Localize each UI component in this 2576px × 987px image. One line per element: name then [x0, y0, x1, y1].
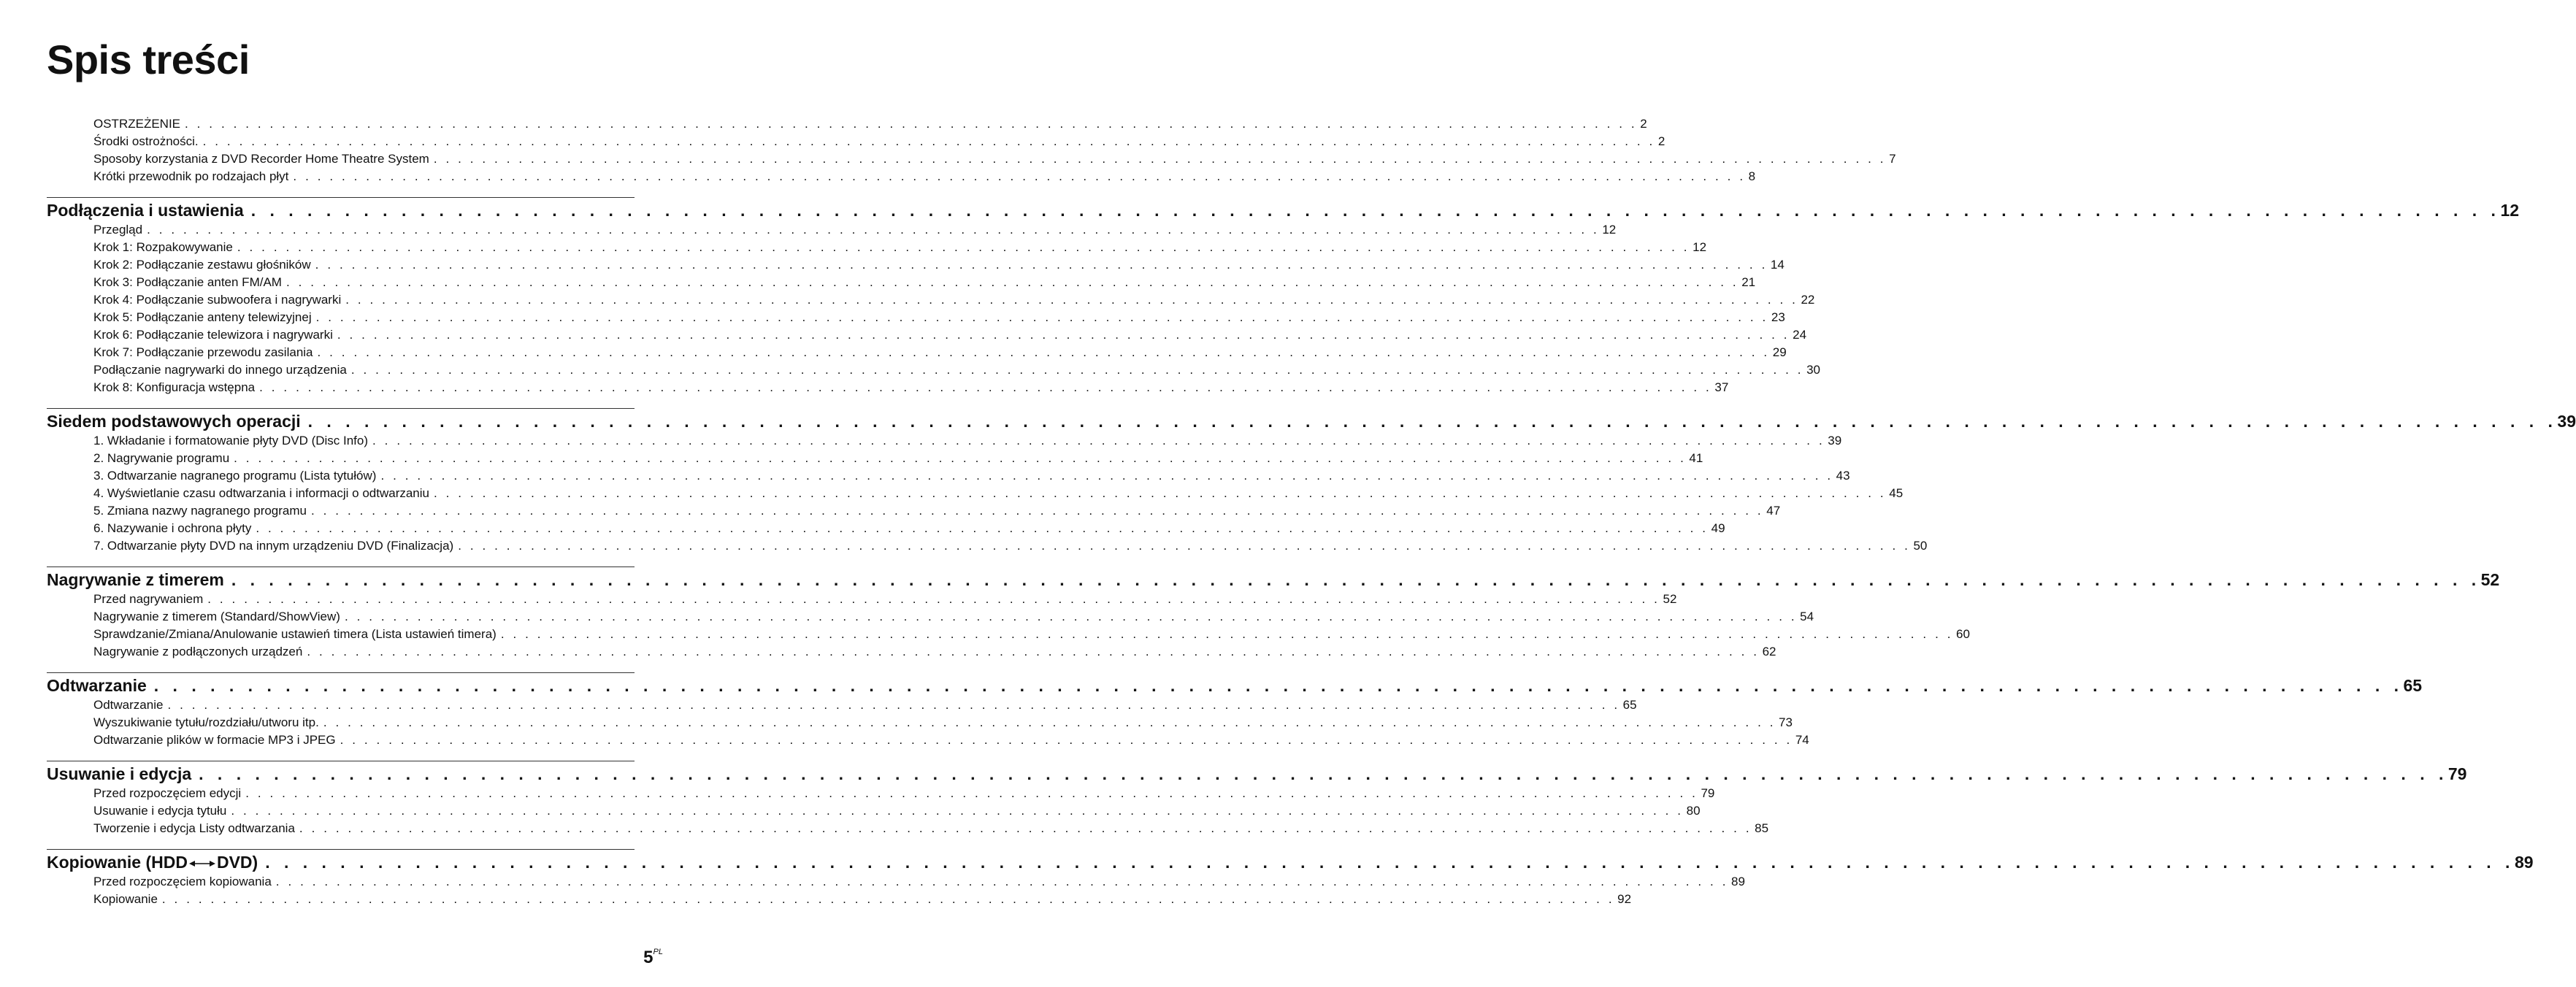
dot-leader: . . . . . . . . . . . . . . . . . . . . . . . . . . . . . . . . . . . . . . . . . . . . . . . . . . . . . . . . . . . . . . . . . . . . . . . . . . . . . . . . . . . . . . . . . . . . . . . . . . . . . . . . . . . . . . . . . . . . . . . . — [380, 469, 1833, 483]
toc-entry-label: 2. Nagrywanie programu — [93, 451, 230, 465]
toc-entry-page: 12 — [1693, 240, 1707, 254]
toc-entry-label: OSTRZEŻENIE — [93, 117, 181, 131]
toc-entry-label: Krok 5: Podłączanie anteny telewizyjnej — [93, 310, 312, 324]
dot-leader: . . . . . . . . . . . . . . . . . . . . . . . . . . . . . . . . . . . . . . . . . . . . . . . . . . . . . . . . . . . . . . . . . . . . . . . . . . . . . . . . . . . . . . . . . . . . . . . . . . . . . . . . . . . . . . . . . . . . . . . . — [259, 380, 1712, 394]
toc-entry-label: Krok 6: Podłączanie telewizora i nagrywarki — [93, 328, 333, 342]
toc-section — [47, 408, 2576, 555]
toc-entry[interactable] — [93, 873, 1745, 891]
toc-entry-label: Nagrywanie z podłączonych urządzeń — [93, 645, 303, 658]
toc-entry-page: 60 — [1956, 627, 1970, 641]
section-title-text: Nagrywanie z timerem — [47, 570, 224, 589]
toc-entry[interactable] — [93, 450, 1703, 467]
dot-leader: . . . . . . . . . . . . . . . . . . . . . . . . . . . . . . . . . . . . . . . . . . . . . . . . . . . . . . . . . . . . . . . . . . . . . . . . . . . . . . . . . . . . . . . . . . . . . . . . . . . . . . . . . . . . . . . . . . . . . . . . — [340, 733, 1793, 747]
section-title-text: Odtwarzanie — [47, 676, 147, 695]
toc-entry-page: 74 — [1795, 733, 1809, 747]
footer-page-number: 5 — [643, 948, 653, 967]
toc-entry[interactable] — [93, 591, 1677, 608]
toc-entry-label: Nagrywanie z timerem (Standard/ShowView) — [93, 610, 340, 623]
toc-entry-page: 8 — [1748, 169, 1756, 183]
section-title-text: Siedem podstawowych operacji — [47, 412, 301, 431]
toc-entry-page: 52 — [1663, 592, 1677, 606]
toc-section — [47, 849, 2534, 908]
section-page: 89 — [2514, 853, 2534, 872]
dot-leader: . . . . . . . . . . . . . . . . . . . . . . . . . . . . . . . . . . . . . . . . . . . . . . . . . . . . . . . . . . . . . . . . . . . . . . . . . . . . . . . . . . . . . . . . . . . . . . . . . . . . . . . . . . . . . . . . . . . . . . . . — [315, 258, 1768, 272]
toc-entry-label: 5. Zmiana nazwy nagranego programu — [93, 504, 307, 518]
toc-entry-label: Krok 3: Podłączanie anten FM/AM — [93, 275, 282, 289]
toc-entry-page: 62 — [1762, 645, 1776, 658]
dot-leader: . . . . . . . . . . . . . . . . . . . . . . . . . . . . . . . . . . . . . . . . . . . . . . . . . . . . . . . . . . . . . . . . . . . . . . . . . . . . . . . . . . . . . . . . . . . . . . . . . . . . . . . . . . . . . . . . . . . . . . . . — [153, 676, 2404, 695]
toc-entry-label: 4. Wyświetlanie czasu odtwarzania i informacji o odtwarzaniu — [93, 486, 429, 500]
toc-entry[interactable] — [93, 520, 1725, 537]
sections — [47, 197, 2576, 908]
toc-entry-label: 1. Wkładanie i formatowanie płyty DVD (Disc Info) — [93, 434, 369, 448]
toc-entry-page: 2 — [1640, 117, 1647, 131]
dot-leader: . . . . . . . . . . . . . . . . . . . . . . . . . . . . . . . . . . . . . . . . . . . . . . . . . . . . . . . . . . . . . . . . . . . . . . . . . . . . . . . . . . . . . . . . . . . . . . . . . . . . . . . . . . . . . . . . . . . . . . . . — [207, 592, 1660, 606]
toc-entry-page: 43 — [1836, 469, 1850, 483]
toc-entry[interactable] — [93, 256, 1785, 274]
dot-leader: . . . . . . . . . . . . . . . . . . . . . . . . . . . . . . . . . . . . . . . . . . . . . . . . . . . . . . . . . . . . . . . . . . . . . . . . . . . . . . . . . . . . . . . . . . . . . . . . . . . . . . . . . . . . . . . . . . . . . . . . — [307, 645, 1760, 658]
toc-entry[interactable] — [93, 432, 1842, 450]
toc-entry-page: 80 — [1686, 804, 1701, 818]
toc-entry-page: 73 — [1779, 715, 1793, 729]
intro-list — [47, 115, 1896, 185]
dot-leader: . . . . . . . . . . . . . . . . . . . . . . . . . . . . . . . . . . . . . . . . . . . . . . . . . . . . . . . . . . . . . . . . . . . . . . . . . . . . . . . . . . . . . . . . . . . . . . . . . . . . . . . . . . . . . . . . . . . . . . . . — [311, 504, 1764, 518]
toc-entry[interactable] — [93, 115, 1647, 133]
toc-entry[interactable] — [93, 696, 1637, 714]
dot-leader: . . . . . . . . . . . . . . . . . . . . . . . . . . . . . . . . . . . . . . . . . . . . . . . . . . . . . . . . . . . . . . . . . . . . . . . . . . . . . . . . . . . . . . . . . . . . . . . . . . . . . . . . . . . . . . . . . . . . . . . . — [293, 169, 1746, 183]
dot-leader: . . . . . . . . . . . . . . . . . . . . . . . . . . . . . . . . . . . . . . . . . . . . . . . . . . . . . . . . . . . . . . . . . . . . . . . . . . . . . . . . . . . . . . . . . . . . . . . . . . . . . . . . . . . . . . . . . . . . . . . . — [275, 875, 1729, 888]
toc-entry-label: Tworzenie i edycja Listy odtwarzania — [93, 821, 295, 835]
dot-leader: . . . . . . . . . . . . . . . . . . . . . . . . . . . . . . . . . . . . . . . . . . . . . . . . . . . . . . . . . . . . . . . . . . . . . . . . . . . . . . . . . . . . . . . . . . . . . . . . . . . . . . . . . . . . . . . . . . . . . . . . — [315, 310, 1768, 324]
section-heading[interactable] — [47, 199, 2520, 221]
toc-entry[interactable] — [93, 239, 1707, 256]
dot-leader: . . . . . . . . . . . . . . . . . . . . . . . . . . . . . . . . . . . . . . . . . . . . . . . . . . . . . . . . . . . . . . . . . . . . . . . . . . . . . . . . . . . . . . . . . . . . . . . . . . . . . . . . . . . . . . . . . . . . . . . . — [337, 328, 1790, 342]
toc-entry-page: 2 — [1657, 134, 1665, 148]
dot-leader: . . . . . . . . . . . . . . . . . . . . . . . . . . . . . . . . . . . . . . . . . . . . . . . . . . . . . . . . . . . . . . . . . . . . . . . . . . . . . . . . . . . . . . . . . . . . . . . . . . . . . . . . . . . . . . . . . . . . . . . . — [199, 764, 2448, 783]
section-heading[interactable] — [47, 569, 2500, 591]
dot-leader: . . . . . . . . . . . . . . . . . . . . . . . . . . . . . . . . . . . . . . . . . . . . . . . . . . . . . . . . . . . . . . . . . . . . . . . . . . . . . . . . . . . . . . . . . . . . . . . . . . . . . . . . . . . . . . . . . . . . . . . . — [231, 570, 2481, 589]
toc-entry[interactable] — [93, 326, 1807, 344]
toc-entry-label: Podłączanie nagrywarki do innego urządzenia — [93, 363, 347, 377]
toc-entry-page: 7 — [1889, 152, 1896, 166]
toc-entry-page: 14 — [1770, 258, 1785, 272]
table-of-contents — [47, 115, 2576, 908]
toc-entry-page: 50 — [1913, 539, 1928, 553]
toc-entry[interactable] — [93, 379, 1729, 396]
dot-leader: . . . . . . . . . . . . . . . . . . . . . . . . . . . . . . . . . . . . . . . . . . . . . . . . . . . . . . . . . . . . . . . . . . . . . . . . . . . . . . . . . . . . . . . . . . . . . . . . . . . . . . . . . . . . . . . . . . . . . . . . — [323, 715, 1776, 729]
toc-entry[interactable] — [93, 467, 1850, 485]
toc-entry-label: Odtwarzanie plików w formacie MP3 i JPEG — [93, 733, 336, 747]
section-page: 39 — [2557, 412, 2576, 431]
toc-entry[interactable] — [93, 785, 1715, 802]
dot-leader: . . . . . . . . . . . . . . . . . . . . . . . . . . . . . . . . . . . . . . . . . . . . . . . . . . . . . . . . . . . . . . . . . . . . . . . . . . . . . . . . . . . . . . . . . . . . . . . . . . . . . . . . . . . . . . . . . . . . . . . . — [307, 412, 2558, 431]
toc-entry-page: 29 — [1772, 345, 1787, 359]
section-title-text: Usuwanie i edycja — [47, 764, 192, 783]
toc-entry-label: Sposoby korzystania z DVD Recorder Home Theatre System — [93, 152, 429, 166]
toc-entry-label: Usuwanie i edycja tytułu — [93, 804, 227, 818]
page-title: Spis treści — [47, 37, 250, 82]
toc-entry-page: 39 — [1828, 434, 1842, 448]
toc-entry[interactable] — [93, 891, 1632, 908]
section-heading[interactable] — [47, 851, 2534, 873]
dot-leader: . . . . . . . . . . . . . . . . . . . . . . . . . . . . . . . . . . . . . . . . . . . . . . . . . . . . . . . . . . . . . . . . . . . . . . . . . . . . . . . . . . . . . . . . . . . . . . . . . . . . . . . . . . . . . . . . . . . . . . . . — [317, 345, 1770, 359]
toc-entry-label: Krok 8: Konfiguracja wstępna — [93, 380, 256, 394]
section-title — [47, 410, 308, 432]
section-title — [47, 569, 231, 591]
toc-entry-page: 49 — [1711, 521, 1725, 535]
toc-entry-label: Sprawdzanie/Zmiana/Anulowanie ustawień timera (Lista ustawień timera) — [93, 627, 497, 641]
toc-section — [47, 672, 2423, 749]
toc-entry-label: Krótki przewodnik po rodzajach płyt — [93, 169, 289, 183]
section-title — [47, 851, 265, 873]
dot-leader: . . . . . . . . . . . . . . . . . . . . . . . . . . . . . . . . . . . . . . . . . . . . . . . . . . . . . . . . . . . . . . . . . . . . . . . . . . . . . . . . . . . . . . . . . . . . . . . . . . . . . . . . . . . . . . . . . . . . . . . . — [234, 451, 1687, 465]
dot-leader: . . . . . . . . . . . . . . . . . . . . . . . . . . . . . . . . . . . . . . . . . . . . . . . . . . . . . . . . . . . . . . . . . . . . . . . . . . . . . . . . . . . . . . . . . . . . . . . . . . . . . . . . . . . . . . . . . . . . . . . . — [372, 434, 1825, 448]
toc-entry[interactable] — [93, 485, 1904, 502]
dot-leader: . . . . . . . . . . . . . . . . . . . . . . . . . . . . . . . . . . . . . . . . . . . . . . . . . . . . . . . . . . . . . . . . . . . . . . . . . . . . . . . . . . . . . . . . . . . . . . . . . . . . . . . . . . . . . . . . . . . . . . . . — [285, 275, 1739, 289]
page-footer — [643, 948, 663, 968]
toc-entry-label: 6. Nazywanie i ochrona płyty — [93, 521, 252, 535]
toc-entry[interactable] — [93, 309, 1785, 326]
dot-leader: . . . . . . . . . . . . . . . . . . . . . . . . . . . . . . . . . . . . . . . . . . . . . . . . . . . . . . . . . . . . . . . . . . . . . . . . . . . . . . . . . . . . . . . . . . . . . . . . . . . . . . . . . . . . . . . . . . . . . . . . — [237, 240, 1690, 254]
toc-entry-label: Odtwarzanie — [93, 698, 164, 712]
toc-entry-page: 92 — [1617, 892, 1632, 906]
toc-entry-page: 22 — [1801, 293, 1815, 307]
toc-entry[interactable] — [93, 133, 1665, 150]
dot-leader: . . . . . . . . . . . . . . . . . . . . . . . . . . . . . . . . . . . . . . . . . . . . . . . . . . . . . . . . . . . . . . . . . . . . . . . . . . . . . . . . . . . . . . . . . . . . . . . . . . . . . . . . . . . . . . . . . . . . . . . . — [231, 804, 1684, 818]
toc-entry-page: 47 — [1766, 504, 1781, 518]
dot-leader: . . . . . . . . . . . . . . . . . . . . . . . . . . . . . . . . . . . . . . . . . . . . . . . . . . . . . . . . . . . . . . . . . . . . . . . . . . . . . . . . . . . . . . . . . . . . . . . . . . . . . . . . . . . . . . . . . . . . . . . . — [500, 627, 1954, 641]
section-title — [47, 675, 154, 696]
dot-leader: . . . . . . . . . . . . . . . . . . . . . . . . . . . . . . . . . . . . . . . . . . . . . . . . . . . . . . . . . . . . . . . . . . . . . . . . . . . . . . . . . . . . . . . . . . . . . . . . . . . . . . . . . . . . . . . . . . . . . . . . — [344, 610, 1798, 623]
toc-entry-page: 85 — [1755, 821, 1769, 835]
toc-entry[interactable] — [93, 820, 1769, 837]
section-heading[interactable] — [47, 675, 2423, 696]
toc-entry[interactable] — [93, 731, 1809, 749]
section-title — [47, 199, 251, 221]
toc-entry-label: Kopiowanie — [93, 892, 158, 906]
toc-entry-label: Przed rozpoczęciem edycji — [93, 786, 242, 800]
toc-entry[interactable] — [93, 643, 1776, 661]
dot-leader: . . . . . . . . . . . . . . . . . . . . . . . . . . . . . . . . . . . . . . . . . . . . . . . . . . . . . . . . . . . . . . . . . . . . . . . . . . . . . . . . . . . . . . . . . . . . . . . . . . . . . . . . . . . . . . . . . . . . . . . . — [433, 152, 1887, 166]
toc-entry-page: 30 — [1806, 363, 1820, 377]
toc-entry-label: Krok 7: Podłączanie przewodu zasilania — [93, 345, 313, 359]
toc-entry-label: 7. Odtwarzanie płyty DVD na innym urządzeniu DVD (Finalizacja) — [93, 539, 454, 553]
section-title — [47, 763, 199, 785]
section-title-suffix: DVD) — [216, 853, 258, 872]
toc-entry[interactable] — [93, 150, 1896, 168]
toc-entry-page: 24 — [1793, 328, 1807, 342]
toc-entry[interactable] — [93, 802, 1701, 820]
toc-entry-label: Krok 1: Rozpakowywanie — [93, 240, 233, 254]
toc-entry-page: 41 — [1689, 451, 1703, 465]
toc-entry-label: Środki ostrożności. — [93, 134, 199, 148]
dot-leader: . . . . . . . . . . . . . . . . . . . . . . . . . . . . . . . . . . . . . . . . . . . . . . . . . . . . . . . . . . . . . . . . . . . . . . . . . . . . . . . . . . . . . . . . . . . . . . . . . . . . . . . . . . . . . . . . . . . . . . . . — [434, 486, 1887, 500]
section-page: 12 — [2500, 201, 2520, 220]
toc-entry[interactable] — [93, 502, 1781, 520]
toc-entry[interactable] — [93, 537, 1928, 555]
toc-entry-label: Krok 4: Podłączanie subwoofera i nagrywarki — [93, 293, 342, 307]
toc-entry-label: Przegląd — [93, 223, 143, 237]
section-page: 52 — [2480, 570, 2500, 589]
toc-entry-label: Krok 2: Podłączanie zestawu głośników — [93, 258, 311, 272]
dot-leader: . . . . . . . . . . . . . . . . . . . . . . . . . . . . . . . . . . . . . . . . . . . . . . . . . . . . . . . . . . . . . . . . . . . . . . . . . . . . . . . . . . . . . . . . . . . . . . . . . . . . . . . . . . . . . . . . . . . . . . . . — [245, 786, 1698, 800]
toc-entry-label: Przed nagrywaniem — [93, 592, 204, 606]
toc-entry-page: 89 — [1731, 875, 1745, 888]
toc-entry-label: Wyszukiwanie tytułu/rozdziału/utworu itp. — [93, 715, 319, 729]
toc-entry[interactable] — [93, 274, 1756, 291]
dot-leader: . . . . . . . . . . . . . . . . . . . . . . . . . . . . . . . . . . . . . . . . . . . . . . . . . . . . . . . . . . . . . . . . . . . . . . . . . . . . . . . . . . . . . . . . . . . . . . . . . . . . . . . . . . . . . . . . . . . . . . . . — [250, 201, 2501, 220]
toc-entry[interactable] — [93, 608, 1814, 626]
toc-entry-page: 23 — [1771, 310, 1785, 324]
section-page: 79 — [2447, 764, 2467, 783]
dot-leader: . . . . . . . . . . . . . . . . . . . . . . . . . . . . . . . . . . . . . . . . . . . . . . . . . . . . . . . . . . . . . . . . . . . . . . . . . . . . . . . . . . . . . . . . . . . . . . . . . . . . . . . . . . . . . . . . . . . . . . . . — [167, 698, 1620, 712]
dot-leader: . . . . . . . . . . . . . . . . . . . . . . . . . . . . . . . . . . . . . . . . . . . . . . . . . . . . . . . . . . . . . . . . . . . . . . . . . . . . . . . . . . . . . . . . . . . . . . . . . . . . . . . . . . . . . . . . . . . . . . . . — [185, 117, 1638, 131]
toc-entry[interactable] — [93, 344, 1787, 361]
toc-entry-label: 3. Odtwarzanie nagranego programu (Lista tytułów) — [93, 469, 377, 483]
dot-leader: . . . . . . . . . . . . . . . . . . . . . . . . . . . . . . . . . . . . . . . . . . . . . . . . . . . . . . . . . . . . . . . . . . . . . . . . . . . . . . . . . . . . . . . . . . . . . . . . . . . . . . . . . . . . . . . . . . . . . . . . — [345, 293, 1798, 307]
toc-section — [47, 761, 2467, 837]
dot-leader: . . . . . . . . . . . . . . . . . . . . . . . . . . . . . . . . . . . . . . . . . . . . . . . . . . . . . . . . . . . . . . . . . . . . . . . . . . . . . . . . . . . . . . . . . . . . . . . . . . . . . . . . . . . . . . . . . . . . . . . . — [202, 134, 1655, 148]
section-title-text: Kopiowanie (HDD — [47, 853, 188, 872]
double-arrow-icon — [189, 859, 215, 869]
dot-leader: . . . . . . . . . . . . . . . . . . . . . . . . . . . . . . . . . . . . . . . . . . . . . . . . . . . . . . . . . . . . . . . . . . . . . . . . . . . . . . . . . . . . . . . . . . . . . . . . . . . . . . . . . . . . . . . . . . . . . . . . — [350, 363, 1804, 377]
dot-leader: . . . . . . . . . . . . . . . . . . . . . . . . . . . . . . . . . . . . . . . . . . . . . . . . . . . . . . . . . . . . . . . . . . . . . . . . . . . . . . . . . . . . . . . . . . . . . . . . . . . . . . . . . . . . . . . . . . . . . . . . — [161, 892, 1615, 906]
dot-leader: . . . . . . . . . . . . . . . . . . . . . . . . . . . . . . . . . . . . . . . . . . . . . . . . . . . . . . . . . . . . . . . . . . . . . . . . . . . . . . . . . . . . . . . . . . . . . . . . . . . . . . . . . . . . . . . . . . . . . . . . — [458, 539, 1911, 553]
toc-entry-page: 12 — [1602, 223, 1617, 237]
toc-entry-page: 37 — [1714, 380, 1729, 394]
toc-entry-page: 79 — [1701, 786, 1715, 800]
section-page: 65 — [2403, 676, 2423, 695]
toc-entry-page: 21 — [1741, 275, 1756, 289]
dot-leader: . . . . . . . . . . . . . . . . . . . . . . . . . . . . . . . . . . . . . . . . . . . . . . . . . . . . . . . . . . . . . . . . . . . . . . . . . . . . . . . . . . . . . . . . . . . . . . . . . . . . . . . . . . . . . . . . . . . . . . . . — [147, 223, 1600, 237]
section-heading[interactable] — [47, 410, 2576, 432]
toc-entry[interactable] — [93, 168, 1756, 185]
section-heading[interactable] — [47, 763, 2467, 785]
dot-leader: . . . . . . . . . . . . . . . . . . . . . . . . . . . . . . . . . . . . . . . . . . . . . . . . . . . . . . . . . . . . . . . . . . . . . . . . . . . . . . . . . . . . . . . . . . . . . . . . . . . . . . . . . . . . . . . . . . . . . . . . — [299, 821, 1752, 835]
toc-entry[interactable] — [93, 291, 1815, 309]
toc-entry[interactable] — [93, 221, 1617, 239]
dot-leader: . . . . . . . . . . . . . . . . . . . . . . . . . . . . . . . . . . . . . . . . . . . . . . . . . . . . . . . . . . . . . . . . . . . . . . . . . . . . . . . . . . . . . . . . . . . . . . . . . . . . . . . . . . . . . . . . . . . . . . . . — [256, 521, 1709, 535]
toc-entry[interactable] — [93, 714, 1793, 731]
toc-section — [47, 567, 2500, 661]
toc-entry[interactable] — [93, 361, 1820, 379]
toc-entry-page: 54 — [1800, 610, 1814, 623]
toc-entry[interactable] — [93, 626, 1970, 643]
toc-entry-label: Przed rozpoczęciem kopiowania — [93, 875, 272, 888]
toc-section — [47, 197, 2520, 396]
section-title-text: Podłączenia i ustawienia — [47, 201, 244, 220]
dot-leader: . . . . . . . . . . . . . . . . . . . . . . . . . . . . . . . . . . . . . . . . . . . . . . . . . . . . . . . . . . . . . . . . . . . . . . . . . . . . . . . . . . . . . . . . . . . . . . . . . . . . . . . . . . . . . . . . . . . . . . . . — [265, 853, 2515, 872]
toc-entry-page: 45 — [1889, 486, 1904, 500]
toc-entry-page: 65 — [1622, 698, 1637, 712]
footer-lang: PL — [653, 948, 663, 956]
